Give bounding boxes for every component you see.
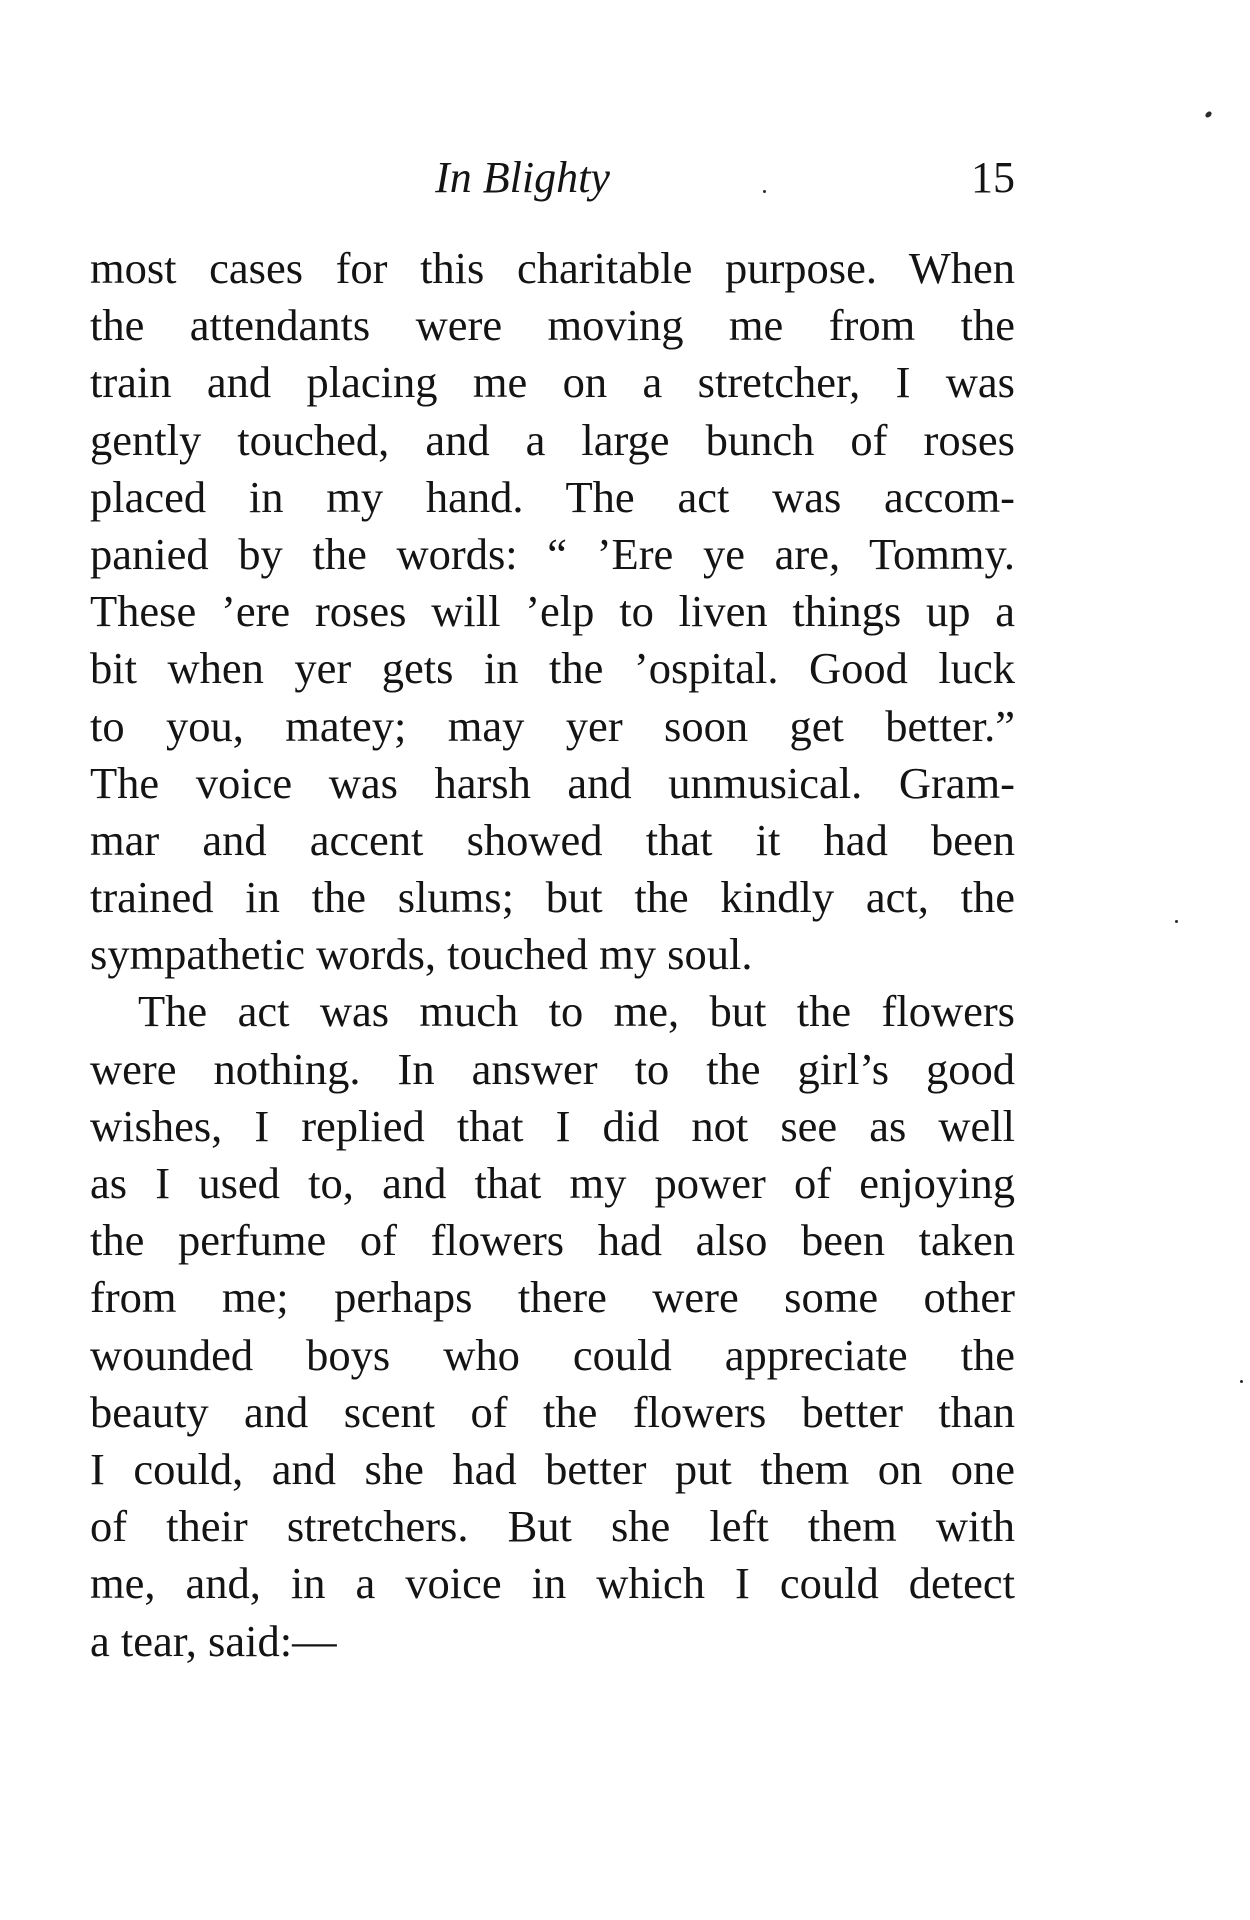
text-line: the attendants were moving me from the	[90, 300, 1015, 351]
paragraph	[90, 983, 1015, 1669]
paragraph	[90, 240, 1015, 983]
text-line: train and placing me on a stretcher, I was	[90, 357, 1015, 408]
text-line: placed in my hand. The act was accom-	[90, 471, 1015, 522]
running-title: In Blighty	[435, 153, 610, 202]
text-line: from me; perhaps there were some other	[90, 1272, 1015, 1323]
text-line: bit when yer gets in the ’ospital. Good luck	[90, 643, 1015, 694]
page-number: 15	[971, 153, 1015, 202]
text-line: gently touched, and a large bunch of roses	[90, 414, 1015, 465]
text-line: the perfume of flowers had also been taken	[90, 1215, 1015, 1266]
text-line: to you, matey; may yer soon get better.”	[90, 700, 1015, 751]
text-line: me, and, in a voice in which I could detect	[90, 1558, 1015, 1609]
text-line: sympathetic words, touched my soul.	[90, 929, 753, 980]
text-line: trained in the slums; but the kindly act, the	[90, 872, 1015, 923]
text-line: The act was much to me, but the flowers	[138, 986, 1015, 1037]
text-line: were nothing. In answer to the girl’s good	[90, 1043, 1015, 1094]
running-head	[90, 148, 1015, 208]
text-line: beauty and scent of the flowers better than	[90, 1386, 1015, 1437]
text-line: most cases for this charitable purpose. When	[90, 243, 1015, 293]
text-line: of their stretchers. But she left them with	[90, 1501, 1015, 1552]
text-line: wounded boys who could appreciate the	[90, 1329, 1015, 1380]
text-line: as I used to, and that my power of enjoying	[90, 1158, 1015, 1208]
text-line: These ’ere roses will ’elp to liven things up a	[90, 586, 1015, 637]
text-line: wishes, I replied that I did not see as well	[90, 1100, 1015, 1151]
text-line: The voice was harsh and unmusical. Gram-	[90, 757, 1015, 808]
ink-speck	[1240, 1380, 1243, 1383]
ink-speck	[1204, 110, 1213, 118]
body-text	[90, 240, 1015, 1670]
text-line: mar and accent showed that it had been	[90, 814, 1015, 865]
text-line: panied by the words: “ ’Ere ye are, Tommy.	[90, 528, 1015, 579]
text-line: a tear, said:—	[90, 1615, 337, 1666]
text-line: I could, and she had better put them on one	[90, 1443, 1015, 1494]
ink-speck	[1175, 920, 1178, 923]
